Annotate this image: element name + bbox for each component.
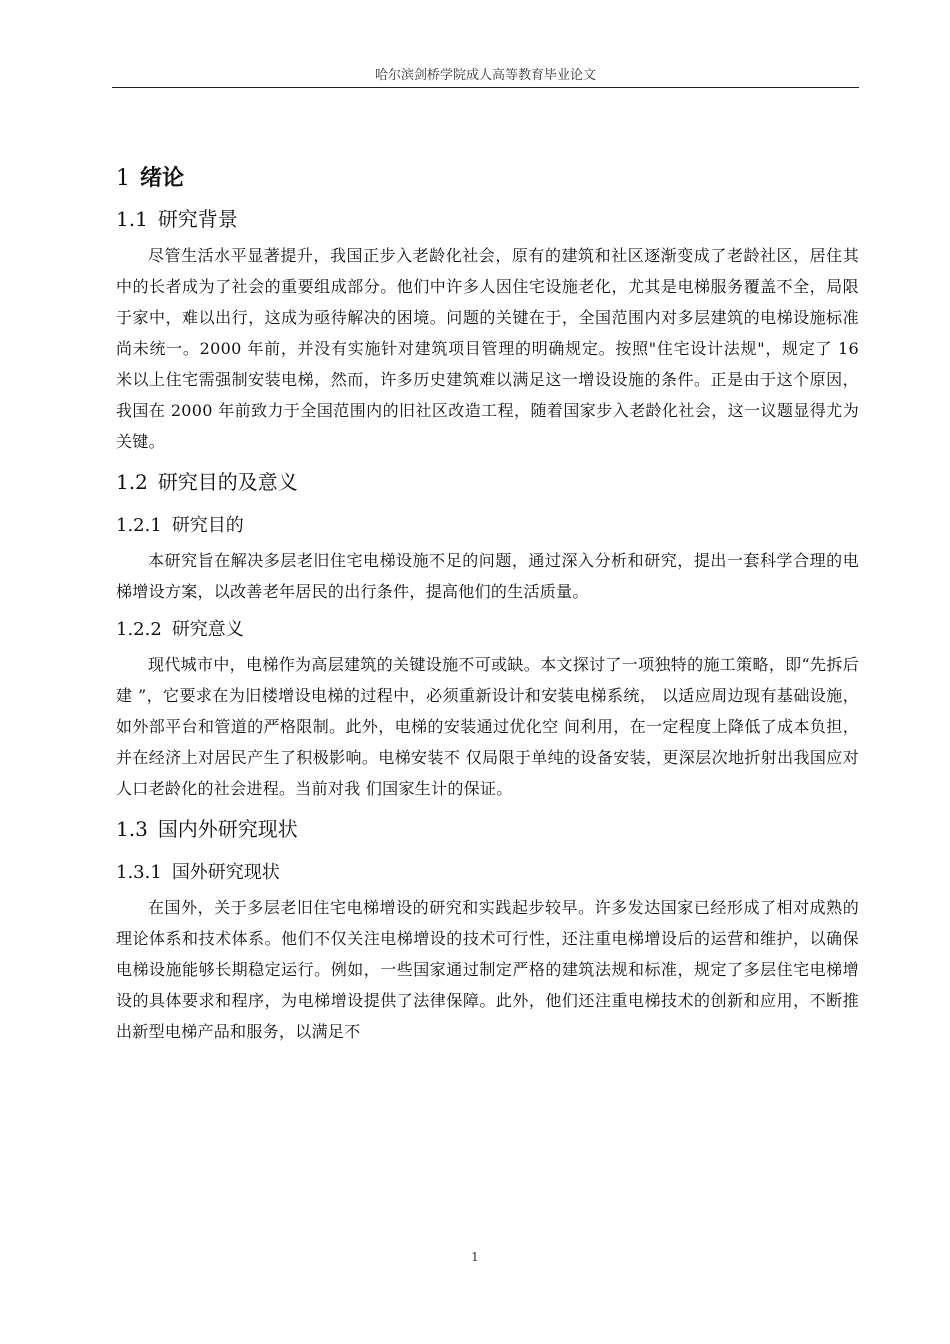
heading-number: 1.3.1 — [116, 862, 162, 883]
document-body — [116, 158, 859, 1051]
heading-section-1-2 — [116, 461, 859, 503]
heading-number: 1 — [116, 166, 130, 191]
heading-section-1-1 — [116, 198, 859, 240]
heading-number: 1.1 — [116, 207, 148, 231]
heading-number: 1.2.2 — [116, 619, 162, 640]
heading-number: 1.3 — [116, 817, 148, 841]
header-divider — [112, 87, 859, 88]
heading-title: 研究目的 — [171, 515, 244, 536]
heading-title: 国内外研究现状 — [157, 817, 298, 841]
heading-chapter-1 — [116, 158, 859, 198]
heading-number: 1.2.1 — [116, 515, 162, 536]
heading-title: 国外研究现状 — [171, 862, 280, 883]
heading-title: 研究意义 — [171, 619, 244, 640]
page-number: 1 — [471, 1250, 479, 1264]
heading-title: 研究背景 — [157, 207, 238, 231]
paragraph-background: 尽管生活水平显著提升，我国正步入老龄化社会，原有的建筑和社区逐渐变成了老龄社区，居住其中的长者成为了社会的重要组成部分。他们中许多人因住宅设施老化，尤其是电梯服务覆盖不全，局限于家中，难以出行，这成为亟待解决的困境。问题的关键在于，全国范围内对多层建筑的电梯设施标准尚未统一。2000 年前，并没有实施针对建筑项目管理的明确规定。按照"住宅设计法规"，规定了 16 米以上住宅需强制安装电梯，然而，许多历史建筑难以满足这一增设设施的条件。正是由于这个原因，我国在 2000 年前致力于全国范围内的旧社区改造工程，随着国家步入老龄化社会，这一议题显得尤为关键。 — [116, 246, 859, 451]
heading-title: 绪论 — [140, 165, 185, 191]
paragraph-significance: 现代城市中，电梯作为高层建筑的关键设施不可或缺。本文探讨了一项独特的施工策略，即“先拆后建 ”，它要求在为旧楼增设电梯的过程中，必须重新设计和安装电梯系统， 以适应周边现有基础设施，如外部平台和管道的严格限制。此外，电梯的安装通过优化空 间利用，在一定程度上降低了成本负担，并在经济上对居民产生了积极影响。电梯安装不 仅局限于单纯的设备安装，更深层次地折射出我国应对人口老龄化的社会进程。当前对我 们国家生计的保证。 — [116, 655, 859, 798]
heading-title: 研究目的及意义 — [157, 470, 298, 494]
heading-section-1-3-1 — [116, 854, 859, 892]
heading-section-1-2-1 — [116, 507, 859, 545]
heading-section-1-3 — [116, 808, 859, 850]
paragraph-purpose: 本研究旨在解决多层老旧住宅电梯设施不足的问题，通过深入分析和研究，提出一套科学合理的电梯增设方案，以改善老年居民的出行条件，提高他们的生活质量。 — [116, 551, 859, 601]
heading-number: 1.2 — [116, 470, 148, 494]
heading-section-1-2-2 — [116, 611, 859, 649]
paragraph-foreign-research: 在国外，关于多层老旧住宅电梯增设的研究和实践起步较早。许多发达国家已经形成了相对成熟的理论体系和技术体系。他们不仅关注电梯增设的技术可行性，还注重电梯增设后的运营和维护，以确保电梯设施能够长期稳定运行。例如，一些国家通过制定严格的建筑法规和标准，规定了多层住宅电梯增设的具体要求和程序，为电梯增设提供了法律保障。此外，他们还注重电梯技术的创新和应用，不断推出新型电梯产品和服务，以满足不 — [116, 898, 859, 1041]
page-header: 哈尔滨剑桥学院成人高等教育毕业论文 — [374, 68, 596, 83]
